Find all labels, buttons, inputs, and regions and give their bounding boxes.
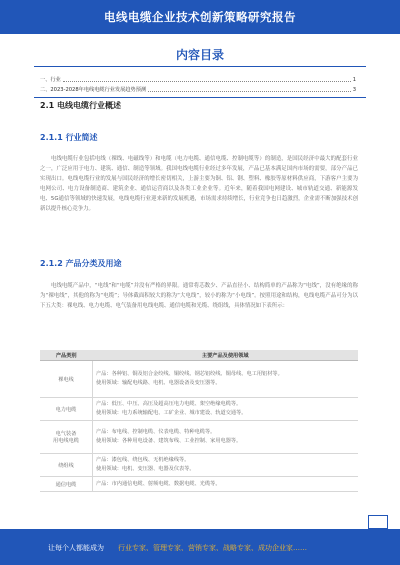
row-uses: 产品：漆包线、绕包线、无机绝缘线等。 使用领域：电机、变压器、电器及仪表等。 (93, 454, 359, 477)
table-header-category: 产品类别 (40, 350, 93, 361)
toc-item-page: 1 (352, 77, 356, 83)
overview-paragraph: 电线电缆行业包括电线（裸线、电磁线等）和电缆（电力电缆、通信电缆、控制电缆等）的制造，是国民经济中最大的配套行业之一，广泛应用于电力、建筑、通信、制造等领域。我国电线电缆行业经过多年发展，产品已基本满足国内市场的需要，部分产品已实现出口。电线电缆行业的发展与国民经济的增长密切相关，上游主要为铜、铝、钢、塑料、橡胶等原材料供应商，下游客户主要为电网公司、电力设备制造商、建筑企业、通信运营商以及各类工业企业等。近年来，随着我国电网建设、城市轨道交通、新能源发电、5G通信等领域的快速发展，电线电缆行业迎来新的发展机遇，市场需求持续增长，行业竞争也日趋激烈，企业需不断加强技术创新以提升核心竞争力。 (40, 156, 358, 212)
row-category: 裸电线 (40, 361, 93, 398)
table-row (40, 421, 358, 454)
row-category: 电力电缆 (40, 398, 93, 421)
toc-item-label: 一、行业 (40, 77, 61, 83)
row-uses: 产品：低压、中压、高压及超高压电力电缆、架空绝缘电缆等。 使用领域：电力系统输配电、工矿企业、城市建设、轨道交通等。 (93, 398, 359, 421)
toc-item-label: 二、2023-2028年电线电缆行业发展趋势预测 (40, 87, 147, 93)
page-corner-marker (368, 515, 388, 529)
subsection-heading: 2.1.1 行业简述 (40, 133, 98, 142)
row-uses: 产品：布电线、控制电缆、仪表电缆、特种电缆等。 使用领域：各种用电设备、建筑布线、工业控制、家用电器等。 (93, 421, 359, 454)
footer-slogan: 让每个人都能成为 (48, 544, 104, 552)
toc-leader (148, 91, 351, 92)
row-uses: 产品：市内通信电缆、射频电缆、数据电缆、光缆等。 (93, 477, 359, 492)
table-row (40, 398, 358, 421)
toc-divider-top (34, 66, 366, 67)
table-header-uses: 主要产品及使用领域 (93, 350, 359, 361)
toc-item[interactable] (40, 86, 356, 93)
row-uses: 产品：各种铝、铜及铝合金绞线、铜绞线、钢芯铝绞线、铜母线、电工用铝材等。 使用领域：输配电线路、电机、电器设备及变压器等。 (93, 361, 359, 398)
report-header (0, 0, 400, 34)
table-header-row (40, 350, 358, 361)
subsection-heading: 2.1.2 产品分类及用途 (40, 259, 122, 268)
toc-item[interactable] (40, 76, 356, 83)
table-row (40, 454, 358, 477)
toc-leader (63, 81, 351, 82)
row-category: 电气装备 用电线电缆 (40, 421, 93, 454)
footer-slogan-highlight: 行业专家、管理专家、营销专家、战略专家、成功企业家…… (118, 544, 307, 552)
row-category: 绕组线 (40, 454, 93, 477)
table-row (40, 477, 358, 492)
row-category: 通信电缆 (40, 477, 93, 492)
toc-item-page: 3 (352, 87, 356, 93)
product-table (40, 350, 358, 492)
table-row (40, 361, 358, 398)
toc-title: 内容目录 (175, 48, 224, 62)
report-title: 电线电缆企业技术创新策略研究报告 (104, 10, 296, 24)
toc-divider-bottom (34, 97, 366, 98)
section-heading: 2.1 电线电缆行业概述 (40, 101, 121, 110)
page-footer (0, 529, 400, 565)
classification-paragraph: 电线电缆产品中，“电线”和“电缆”并没有严格的界限。通常将芯数少、产品直径小、结构简单的产品称为“电线”，没有绝缘的称为“裸电线”，其他的称为“电缆”；导体截面积较大的称为“大电线”，较小的称为“小电线”。按照用途和结构，电线电缆产品可分为以下五大类：裸电线、电力电缆、电气装备用电线电缆、通信电缆和光缆、绕组线，具体情况如下表所示： (40, 283, 358, 309)
